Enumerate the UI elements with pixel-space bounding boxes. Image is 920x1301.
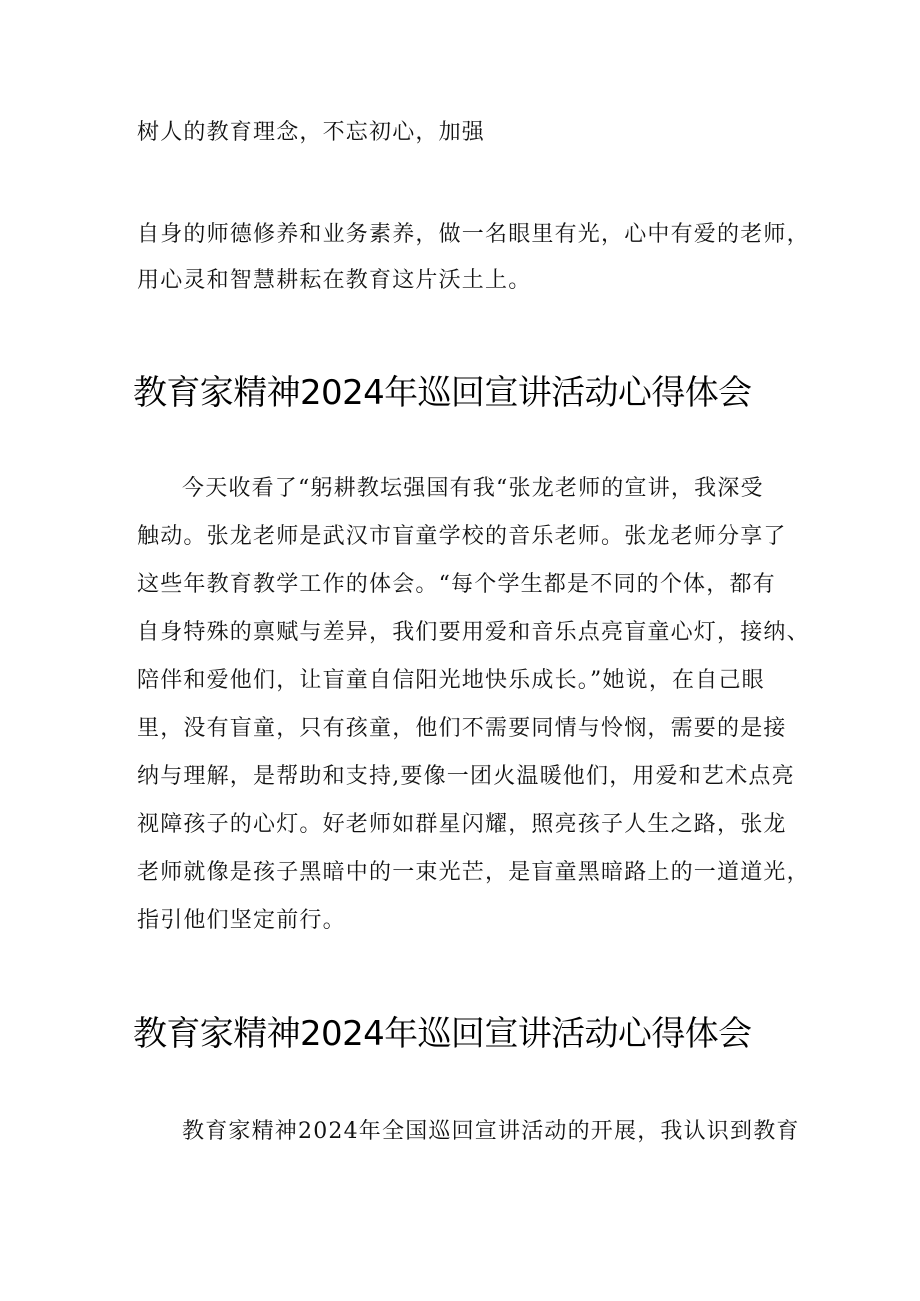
section-heading: 教育家精神2024年巡回宣讲活动心得体会: [133, 373, 752, 413]
paragraph-line: 自身特殊的禀赋与差异，我们要用爱和音乐点亮盲童心灯，接纳、: [137, 620, 810, 645]
paragraph-line: 指引他们坚定前行。: [137, 908, 346, 933]
paragraph-line: 老师就像是孩子黑暗中的一束光芒，是盲童黑暗路上的一道道光，: [137, 860, 810, 885]
paragraph-line: 这些年教育教学工作的体会。“每个学生都是不同的个体，都有: [137, 572, 776, 597]
paragraph-line: 陪伴和爱他们，让盲童自信阳光地快乐成长。”她说，在自己眼: [137, 668, 765, 693]
paragraph-line: 教育家精神2024年全国巡回宣讲活动的开展，我认识到教育: [182, 1119, 800, 1144]
paragraph-line: 里，没有盲童，只有孩童，他们不需要同情与怜悯，需要的是接: [137, 716, 787, 741]
paragraph-line: 用心灵和智慧耕耘在教育这片沃土上。: [137, 268, 532, 293]
paragraph-line: 自身的师德修养和业务素养，做一名眼里有光，心中有爱的老师，: [137, 222, 810, 247]
paragraph-line: 视障孩子的心灯。好老师如群星闪耀，照亮孩子人生之路，张龙: [137, 812, 787, 837]
paragraph-line: 今天收看了“躬耕教坛强国有我“张龙老师的宣讲，我深受: [182, 476, 764, 501]
paragraph-line: 树人的教育理念，不忘初心，加强: [137, 120, 486, 145]
section-heading: 教育家精神2024年巡回宣讲活动心得体会: [133, 1014, 752, 1054]
paragraph-line: 纳与理解，是帮助和支持,要像一团火温暖他们，用爱和艺术点亮: [137, 764, 795, 789]
paragraph-line: 触动。张龙老师是武汉市盲童学校的音乐老师。张龙老师分享了: [137, 524, 787, 549]
